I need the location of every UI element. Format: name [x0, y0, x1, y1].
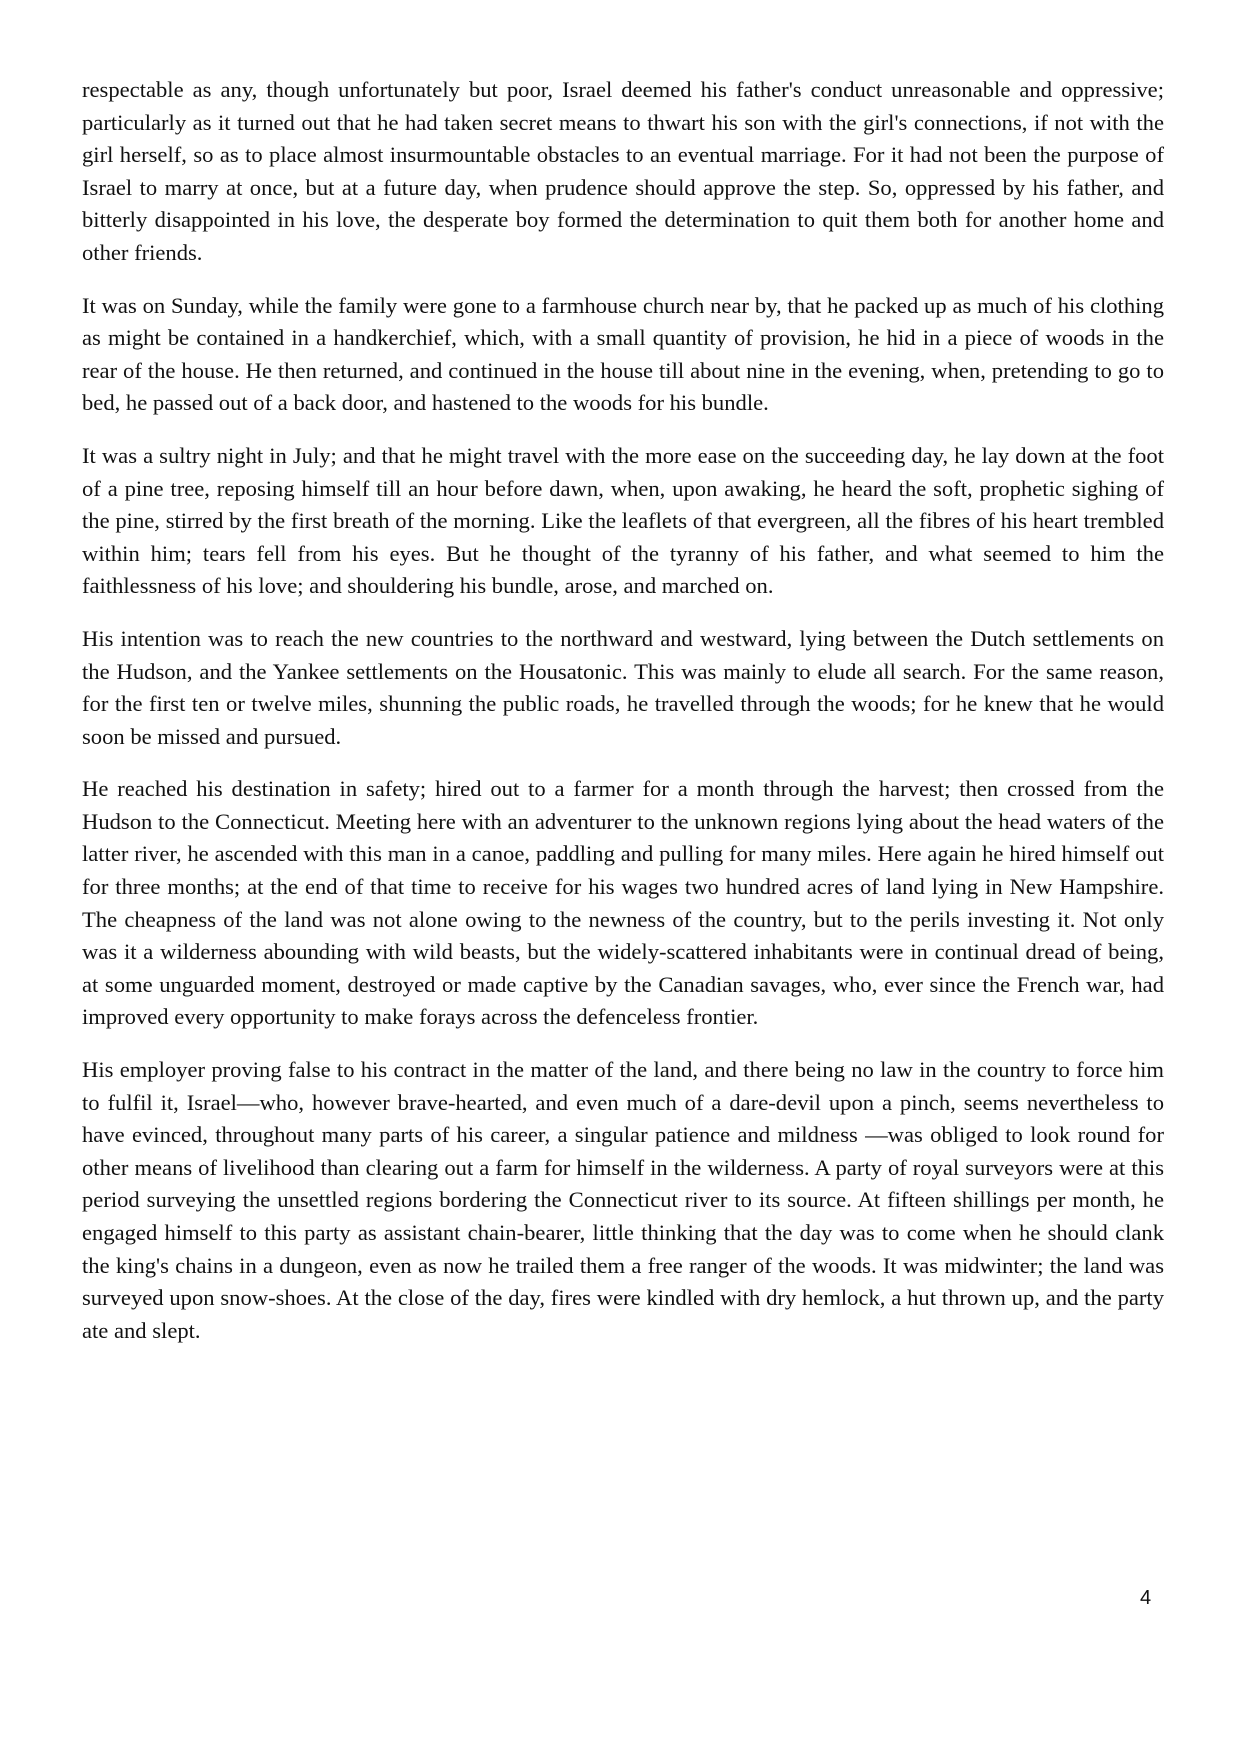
paragraph-5: He reached his destination in safety; hired out to a farmer for a month through the harvest; then crossed from the Hudson to the Connecticut. Meeting here with an adventurer to the unknown regions lying about the head waters of the latter river, he ascended with this man in a canoe, paddling and pulling for many miles. Here again he hired himself out for three months; at the end of that time to receive for his wages two hundred acres of land lying in New Hampshire. The cheapness of the land was not alone owing to the newness of the country, but to the perils investing it. Not only was it a wilderness abounding with wild beasts, but the widely-scattered inhabitants were in continual dread of being, at some unguarded moment, destroyed or made captive by the Canadian savages, who, ever since the French war, had improved every opportunity to make forays across the defenceless frontier. [82, 776, 1164, 1030]
paragraph-2: It was on Sunday, while the family were gone to a farmhouse church near by, that he packed up as much of his clothing as might be contained in a handkerchief, which, with a small quantity of provision, he hid in a piece of woods in the rear of the house. He then returned, and continued in the house till about nine in the evening, when, pretending to go to bed, he passed out of a back door, and hastened to the woods for his bundle. [82, 292, 1164, 416]
paragraph-3: It was a sultry night in July; and that he might travel with the more ease on the succeeding day, he lay down at the foot of a pine tree, reposing himself till an hour before dawn, when, upon awaking, he heard the soft, prophetic sighing of the pine, stirred by the first breath of the morning. Like the leaflets of that evergreen, all the fibres of his heart trembled within him; tears fell from his eyes. But he thought of the tyranny of his father, and what seemed to him the faithlessness of his love; and shouldering his bundle, arose, and marched on. [82, 442, 1164, 599]
paragraph-6: His employer proving false to his contract in the matter of the land, and there being no law in the country to force him to fulfil it, Israel—who, however brave-hearted, and even much of a dare-devil upon a pinch, seems nevertheless to have evinced, throughout many parts of his career, a singular patience and mildness —was obliged to look round for other means of livelihood than clearing out a farm for himself in the wilderness. A party of royal surveyors were at this period surveying the unsettled regions bordering the Connecticut river to its source. At fifteen shillings per month, he engaged himself to this party as assistant chain-bearer, little thinking that the day was to come when he should clank the king's chains in a dungeon, even as now he trailed them a free ranger of the woods. It was midwinter; the land was surveyed upon snow-shoes. At the close of the day, fires were kindled with dry hemlock, a hut thrown up, and the party ate and slept. [82, 1057, 1164, 1343]
document-body [82, 74, 1164, 1367]
paragraph-4: His intention was to reach the new countries to the northward and westward, lying between the Dutch settlements on the Hudson, and the Yankee settlements on the Housatonic. This was mainly to elude all search. For the same reason, for the first ten or twelve miles, shunning the public roads, he travelled through the woods; for he knew that he would soon be missed and pursued. [82, 625, 1164, 749]
paragraph-1: respectable as any, though unfortunately but poor, Israel deemed his father's conduct unreasonable and oppressive; particularly as it turned out that he had taken secret means to thwart his son with the girl's connections, if not with the girl herself, so as to place almost insurmountable obstacles to an eventual marriage. For it had not been the purpose of Israel to marry at once, but at a future day, when prudence should approve the step. So, oppressed by his father, and bitterly disappointed in his love, the desperate boy formed the determination to quit them both for another home and other friends. [82, 77, 1164, 265]
page-number: 4 [1140, 1587, 1152, 1609]
